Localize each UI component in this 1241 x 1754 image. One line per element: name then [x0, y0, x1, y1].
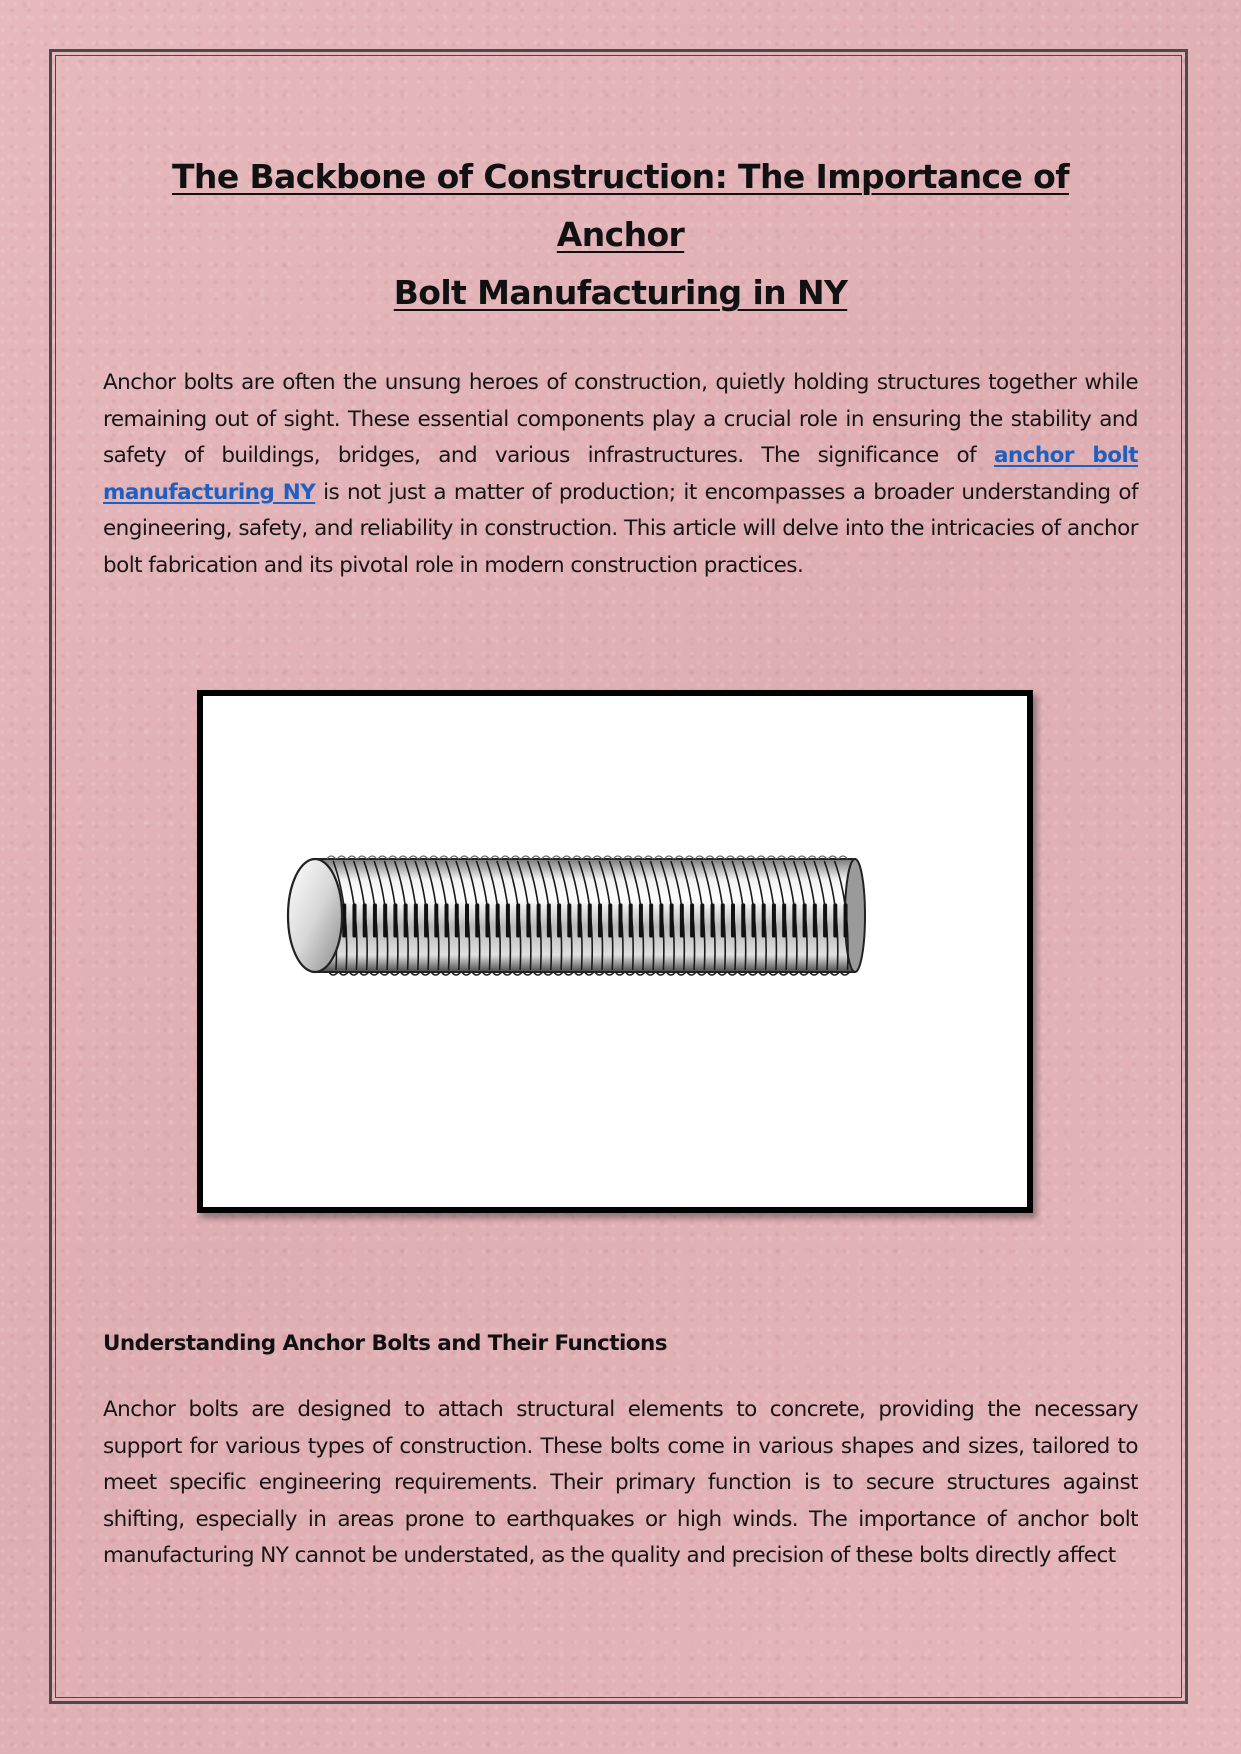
rod-body	[288, 856, 865, 975]
article-title	[103, 148, 1138, 322]
intro-text-before-link: Anchor bolts are often the unsung heroes of construction, quietly holding structures together while remaining out of sight. These essential components play a crucial role in ensuring the stability and safety of buildings, bridges, and various infrastructures. The significance of	[103, 370, 1138, 469]
threaded-rod-figure	[197, 690, 1033, 1213]
threaded-rod-image	[203, 696, 1027, 1207]
intro-text-after-link: is not just a matter of production; it encompasses a broader understanding of engineering, safety, and reliability in construction. This article will delve into the intricacies of anchor bolt fabrication and its pivotal role in modern construction practices.	[103, 479, 1138, 578]
title-line-1: The Backbone of Construction: The Importance of Anchor	[172, 157, 1069, 254]
section-heading: Understanding Anchor Bolts and Their Functions	[103, 1331, 668, 1356]
title-line-2: Bolt Manufacturing in NY	[393, 273, 848, 312]
intro-paragraph	[103, 365, 1138, 585]
anchor-bolt-link[interactable]: anchor bolt manufacturing NY	[103, 443, 1139, 505]
section-paragraph: Anchor bolts are designed to attach structural elements to concrete, providing the necessary support for various types of construction. These bolts come in various shapes and sizes, tailored to meet specific engineering requirements. Their primary function is to secure structures against shifting, especially in areas prone to earthquakes or high winds. The importance of anchor bolt manufacturing NY cannot be understated, as the quality and precision of these bolts directly affect	[103, 1397, 1138, 1569]
